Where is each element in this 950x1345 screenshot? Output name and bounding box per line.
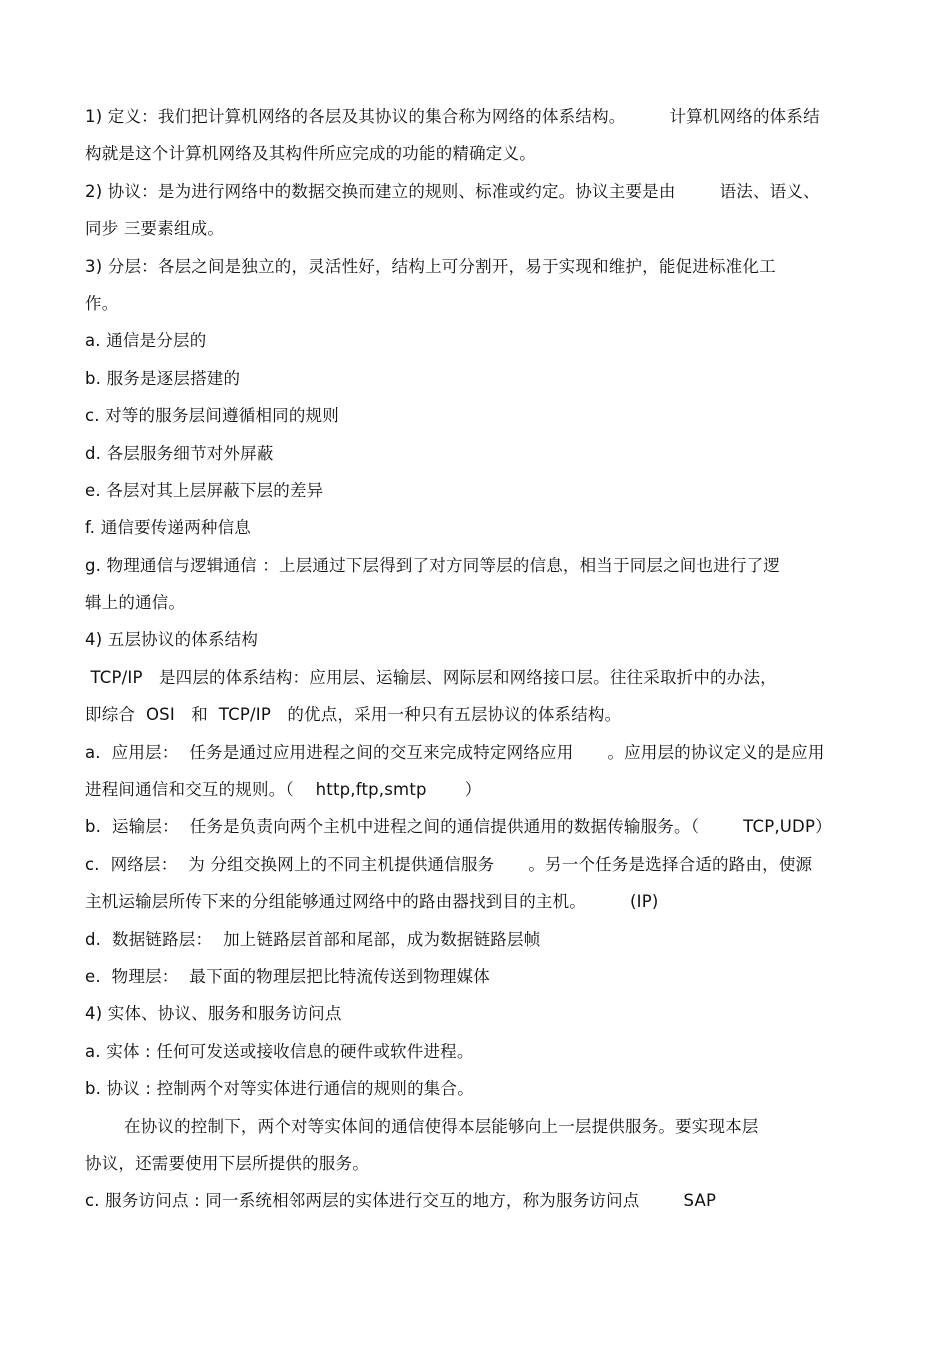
text-line <box>85 248 885 285</box>
text-line <box>85 173 885 210</box>
list-item <box>85 1070 885 1107</box>
text-span: 。另一个任务是选择合适的路由，使源 <box>528 854 813 874</box>
list-item <box>85 734 885 771</box>
text-span: b. 协议 : 控制两个对等实体进行通信的规则的集合。 <box>85 1079 474 1099</box>
text-span: TCP,UDP） <box>743 817 832 837</box>
text-span: d. 数据链路层： 加上链路层首部和尾部，成为数据链路层帧 <box>85 929 541 949</box>
text-line <box>85 659 885 696</box>
list-item <box>85 846 885 883</box>
document-body <box>85 98 885 1220</box>
text-span: g. 物理通信与逻辑通信 ：上层通过下层得到了对方同等层的信息，相当于同层之间也进行了逻 <box>85 555 781 575</box>
list-item <box>85 1182 885 1219</box>
text-span: a. 通信是分层的 <box>85 331 207 351</box>
text-span: a. 实体 : 任何可发送或接收信息的硬件或软件进程。 <box>85 1041 474 1061</box>
list-item <box>85 958 885 995</box>
text-span: 主机运输层所传下来的分组能够通过网络中的路由器找到目的主机。 <box>85 892 586 912</box>
text-span: e. 各层对其上层屏蔽下层的差异 <box>85 480 324 500</box>
text-line <box>85 98 885 135</box>
text-span: 4) 五层协议的体系结构 <box>85 630 259 650</box>
section-heading <box>85 995 885 1032</box>
text-span: b. 服务是逐层搭建的 <box>85 368 241 388</box>
text-span: (IP) <box>630 892 659 912</box>
text-line <box>85 696 885 733</box>
list-item <box>85 360 885 397</box>
text-span: SAP <box>683 1191 717 1211</box>
text-span: d. 各层服务细节对外屏蔽 <box>85 443 274 463</box>
text-line <box>85 883 885 920</box>
text-span: 即综合 OSI 和 TCP/IP 的优点，采用一种只有五层协议的体系结构。 <box>85 705 622 725</box>
list-item <box>85 921 885 958</box>
protocol-elements: 语法、语义、 <box>719 181 820 201</box>
layering-text: 3) 分层：各层之间是独立的，灵活性好，结构上可分割开，易于实现和维护，能促进标准化工 <box>85 256 776 276</box>
section-heading <box>85 621 885 658</box>
list-item <box>85 397 885 434</box>
text-span: 同步 三要素组成。 <box>85 219 225 239</box>
definition-text: 1) 定义：我们把计算机网络的各层及其协议的集合称为网络的体系结构。 <box>85 107 626 126</box>
text-span: 协议，还需要使用下层所提供的服务。 <box>85 1153 369 1173</box>
text-span: f. 通信要传递两种信息 <box>85 518 251 538</box>
list-item <box>85 808 885 845</box>
list-item <box>85 435 885 472</box>
text-span: 4) 实体、协议、服务和服务访问点 <box>85 1004 342 1024</box>
text-line <box>85 285 885 322</box>
text-span: 进程间通信和交互的规则。（ http,ftp,smtp ） <box>85 780 482 800</box>
text-span: 。应用层的协议定义的是应用 <box>607 742 825 762</box>
text-span: 在协议的控制下，两个对等实体间的通信使得本层能够向上一层提供服务。要实现本层 <box>124 1116 759 1136</box>
text-line <box>85 210 885 247</box>
text-span: a. 应用层： 任务是通过应用进程之间的交互来完成特定网络应用 <box>85 742 574 762</box>
text-span: b. 运输层： 任务是负责向两个主机中进程之间的通信提供通用的数据传输服务。（ <box>85 817 700 837</box>
text-line <box>85 135 885 172</box>
text-span: 构就是这个计算机网络及其构件所应完成的功能的精确定义。 <box>85 144 536 164</box>
list-item <box>85 472 885 509</box>
text-span: 作。 <box>85 293 119 313</box>
text-line <box>85 771 885 808</box>
text-span: e. 物理层： 最下面的物理层把比特流传送到物理媒体 <box>85 966 490 986</box>
text-span: c. 对等的服务层间遵循相同的规则 <box>85 406 339 426</box>
text-line <box>85 584 885 621</box>
text-span: 辑上的通信。 <box>85 593 186 613</box>
text-span: TCP/IP 是四层的体系结构：应用层、运输层、网际层和网络接口层。往往采取折中的办法， <box>85 667 777 687</box>
text-span: c. 服务访问点 : 同一系统相邻两层的实体进行交互的地方，称为服务访问点 <box>85 1191 640 1211</box>
protocol-text: 2) 协议：是为进行网络中的数据交换而建立的规则、标准或约定。协议主要是由 <box>85 181 676 201</box>
list-item <box>85 509 885 546</box>
definition-text-cont: 计算机网络的体系结 <box>669 107 820 126</box>
list-item <box>85 322 885 359</box>
list-item <box>85 1033 885 1070</box>
text-line <box>85 1145 885 1182</box>
text-span: c. 网络层： 为 分组交换网上的不同主机提供通信服务 <box>85 854 495 874</box>
text-line <box>85 1108 885 1145</box>
list-item <box>85 547 885 584</box>
